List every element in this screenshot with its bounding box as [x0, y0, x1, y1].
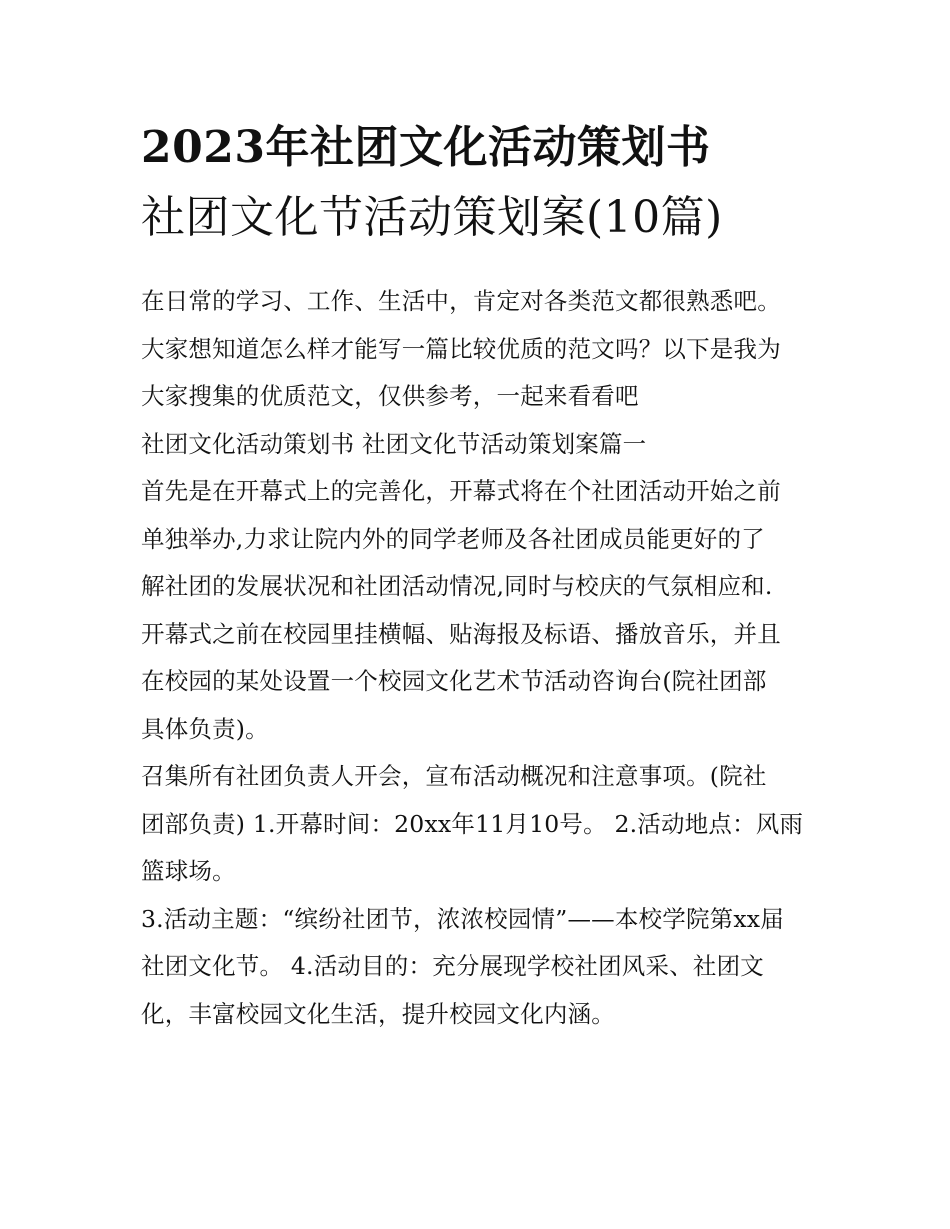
body-line: 大家想知道怎么样才能写一篇比较优质的范文吗？以下是我为 — [141, 334, 781, 363]
body-line: 大家搜集的优质范文，仅供参考，一起来看看吧 — [141, 382, 639, 410]
body-line: 解社团的发展状况和社团活动情况,同时与校庆的气氛相应和. — [141, 572, 773, 600]
body-line: 开幕式之前在校园里挂横幅、贴海报及标语、播放音乐，并且 — [141, 619, 781, 648]
body-line: 篮球场。 — [141, 857, 236, 885]
body-line: 团部负责) 1.开幕时间：20xx年11月10号。 2.活动地点：风雨 — [141, 809, 804, 838]
document-content — [141, 118, 821, 1038]
body-line: 召集所有社团负责人开会，宣布活动概况和注意事项。(院社 — [141, 762, 767, 790]
document-subtitle: 社团文化节活动策划案(10篇) — [141, 192, 723, 243]
body-line: 在日常的学习、工作、生活中，肯定对各类范文都很熟悉吧。 — [141, 287, 781, 315]
body-line: 单独举办,力求让院内外的同学老师及各社团成员能更好的了 — [141, 524, 765, 553]
body-line: 首先是在开幕式上的完善化，开幕式将在个社团活动开始之前 — [141, 477, 781, 505]
body-line: 社团文化节。 4.活动目的：充分展现学校社团风采、社团文 — [141, 952, 764, 980]
body-line: 在校园的某处设置一个校园文化艺术节活动咨询台(院社团部 — [141, 667, 767, 695]
section-heading: 社团文化活动策划书 社团文化节活动策划案篇一 — [141, 429, 647, 458]
body-line: 3.活动主题：“缤纷社团节，浓浓校园情”——本校学院第xx届 — [141, 904, 784, 933]
body-line: 化，丰富校园文化生活，提升校园文化内涵。 — [141, 999, 615, 1028]
document-title: 2023年社团文化活动策划书 — [141, 122, 711, 173]
document-body — [141, 278, 821, 1038]
body-line: 具体负责)。 — [141, 714, 269, 743]
